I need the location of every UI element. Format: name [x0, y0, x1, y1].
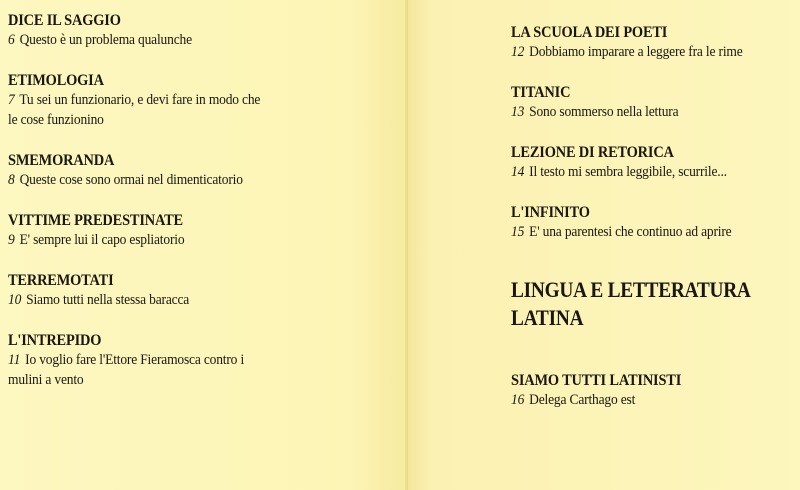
- entry-number: 11: [8, 352, 21, 368]
- entry-title: SMEMORANDA: [8, 152, 115, 169]
- entry-text: [511, 162, 771, 182]
- entry-title: LA SCUOLA DEI POETI: [511, 24, 668, 41]
- entry-text: [8, 30, 368, 50]
- entry-text-continued: le cose funzionino: [8, 112, 104, 128]
- entry-title: TITANIC: [511, 84, 571, 101]
- entry-smemoranda: [8, 152, 408, 190]
- right-page: [408, 0, 800, 490]
- entry-text: [8, 90, 368, 110]
- entry-quote: Dobbiamo imparare a leggere fra le rime: [529, 44, 743, 60]
- entry-l-intrepido: [8, 332, 408, 390]
- entry-title: L'INFINITO: [511, 204, 590, 221]
- entry-dice-il-saggio: [8, 12, 408, 50]
- entry-quote: Il testo mi sembra leggibile, scurrile...: [529, 164, 727, 180]
- entry-title: ETIMOLOGIA: [8, 72, 104, 89]
- entry-quote: Questo è un problema qualunche: [19, 32, 192, 48]
- entry-number: 6: [8, 32, 15, 48]
- entry-title: LEZIONE DI RETORICA: [511, 144, 674, 161]
- entry-number: 13: [511, 104, 525, 120]
- entry-title: DICE IL SAGGIO: [8, 12, 121, 29]
- entry-siamo-tutti-latinisti: [511, 372, 800, 410]
- entry-terremotati: [8, 272, 408, 310]
- entry-quote: Queste cose sono ormai nel dimenticatorio: [19, 172, 243, 188]
- entry-number: 15: [511, 224, 525, 240]
- entry-titanic: [511, 84, 800, 122]
- entry-text: [8, 230, 368, 250]
- entry-number: 7: [8, 92, 15, 108]
- entry-quote: E' sempre lui il capo espliatorio: [19, 232, 185, 248]
- entry-lezione-di-retorica: [511, 144, 800, 182]
- entry-title: L'INTREPIDO: [8, 332, 102, 349]
- entry-number: 12: [511, 44, 525, 60]
- entry-etimologia: [8, 72, 408, 130]
- section-heading: LINGUA E LETTERATURA LATINA: [511, 277, 750, 330]
- entry-quote: Siamo tutti nella stessa baracca: [26, 292, 190, 308]
- entry-title: VITTIME PREDESTINATE: [8, 212, 183, 229]
- entry-number: 16: [511, 392, 525, 408]
- entry-text: [511, 390, 771, 410]
- entry-text: [8, 290, 368, 310]
- entry-text: [511, 42, 771, 62]
- entry-number: 8: [8, 172, 15, 188]
- entry-text: [8, 350, 368, 370]
- entry-la-scuola-dei-poeti: [511, 24, 800, 62]
- entry-vittime-predestinate: [8, 212, 408, 250]
- entry-quote: Sono sommerso nella lettura: [529, 104, 679, 120]
- entry-title: SIAMO TUTTI LATINISTI: [511, 372, 682, 389]
- entry-quote: Io voglio fare l'Ettore Fieramosca contro i: [25, 352, 245, 368]
- entry-number: 10: [8, 292, 22, 308]
- entry-text: [511, 102, 771, 122]
- entry-title: TERREMOTATI: [8, 272, 114, 289]
- entry-quote: Tu sei un funzionario, e devi fare in modo che: [19, 92, 261, 108]
- entry-number: 9: [8, 232, 15, 248]
- entry-text: [8, 170, 368, 190]
- entry-l-infinito: [511, 204, 800, 242]
- entry-text-continued: mulini a vento: [8, 372, 84, 388]
- entry-text: [511, 222, 771, 242]
- entry-quote: E' una parentesi che continuo ad aprire: [529, 224, 732, 240]
- entry-quote: Delega Carthago est: [529, 392, 636, 408]
- entry-number: 14: [511, 164, 525, 180]
